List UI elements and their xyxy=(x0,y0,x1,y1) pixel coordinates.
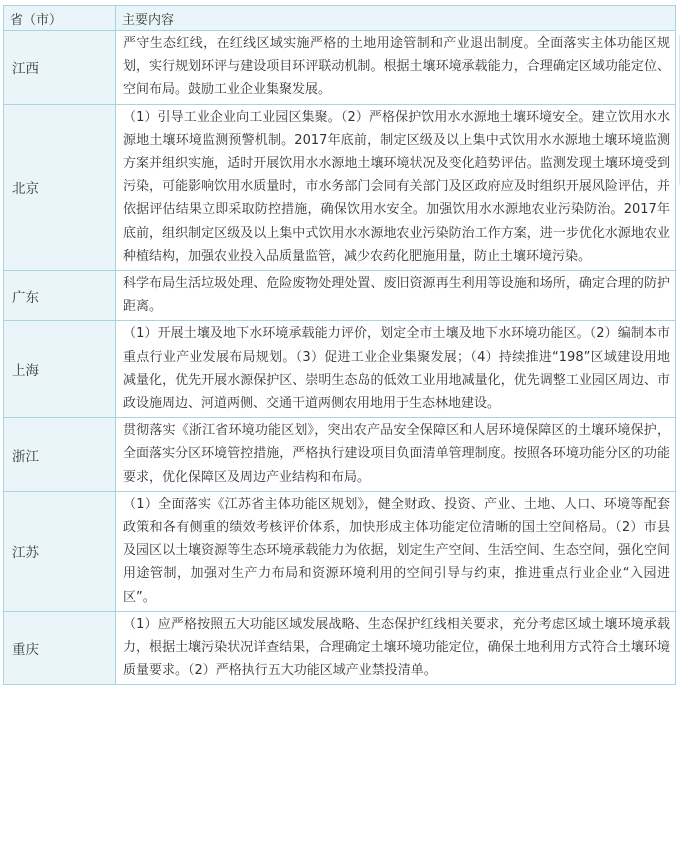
table-row xyxy=(4,321,676,418)
content-cell: 贯彻落实《浙江省环境功能区划》，突出农产品安全保障区和人居环境保障区的土壤环境保护，全面落实分区环境管控措施，严格执行建设项目负面清单管理制度。按照各环境功能分区的功能要求，优化保障区及周边产业结构和布局。 xyxy=(116,418,676,492)
header-province: 省（市） xyxy=(4,6,116,31)
province-cell: 江苏 xyxy=(4,491,116,611)
province-cell: 广东 xyxy=(4,271,116,321)
province-cell: 江西 xyxy=(4,31,116,105)
policy-table xyxy=(3,5,676,685)
header-content: 主要内容 xyxy=(116,6,676,31)
province-cell: 上海 xyxy=(4,321,116,418)
content-cell: （1）全面落实《江苏省主体功能区规划》，健全财政、投资、产业、土地、人口、环境等配套政策和各有侧重的绩效考核评价体系，加快形成主体功能定位清晰的国土空间格局。（2）市县及园区以土壤资源等生态环境承载能力为依据，划定生产空间、生活空间、生态空间，强化空间用途管制，加强对生产力布局和资源环境利用的空间引导与约束，推进重点行业企业“入园进区”。 xyxy=(116,491,676,611)
table-row xyxy=(4,31,676,105)
content-cell: （1）开展土壤及地下水环境承载能力评价，划定全市土壤及地下水环境功能区。（2）编制本市重点行业产业发展布局规划。（3）促进工业企业集聚发展；（4）持续推进“198”区域建设用地减量化，优先开展水源保护区、崇明生态岛的低效工业用地减量化，优先调整工业园区周边、市政设施周边、河道两侧、交通干道两侧农用地用于生态林地建设。 xyxy=(116,321,676,418)
scrollbar-edge xyxy=(679,35,680,185)
content-cell: （1）引导工业企业向工业园区集聚。（2）严格保护饮用水水源地土壤环境安全。建立饮用水水源地土壤环境监测预警机制。2017年底前，制定区级及以上集中式饮用水水源地土壤环境监测方案并组织实施，适时开展饮用水水源地土壤环境状况及变化趋势评估。监测发现土壤环境受到污染，可能影响饮用水质量时，市水务部门会同有关部门及区政府应及时组织开展风险评估，并依据评估结果立即采取防控措施，确保饮用水安全。加强饮用水水源地农业污染防治。2017年底前，组织制定区级及以上集中式饮用水水源地农业污染防治工作方案，进一步优化水源地农业种植结构，加强农业投入品质量监管，减少农药化肥施用量，防止土壤环境污染。 xyxy=(116,104,676,270)
table-row xyxy=(4,104,676,270)
province-cell: 浙江 xyxy=(4,418,116,492)
table-row xyxy=(4,418,676,492)
province-cell: 重庆 xyxy=(4,611,116,685)
table-header-row xyxy=(4,6,676,31)
table-row xyxy=(4,611,676,685)
content-cell: 严守生态红线，在红线区域实施严格的土地用途管制和产业退出制度。全面落实主体功能区规划，实行规划环评与建设项目环评联动机制。根据土壤环境承载能力，合理确定区域功能定位、空间布局。鼓励工业企业集聚发展。 xyxy=(116,31,676,105)
province-cell: 北京 xyxy=(4,104,116,270)
content-cell: （1）应严格按照五大功能区域发展战略、生态保护红线相关要求，充分考虑区域土壤环境承载力，根据土壤污染状况详查结果，合理确定土壤环境功能定位，确保土地利用方式符合土壤环境质量要求。（2）严格执行五大功能区域产业禁投清单。 xyxy=(116,611,676,685)
table-row xyxy=(4,271,676,321)
content-cell: 科学布局生活垃圾处理、危险废物处理处置、废旧资源再生利用等设施和场所，确定合理的防护距离。 xyxy=(116,271,676,321)
table-row xyxy=(4,491,676,611)
